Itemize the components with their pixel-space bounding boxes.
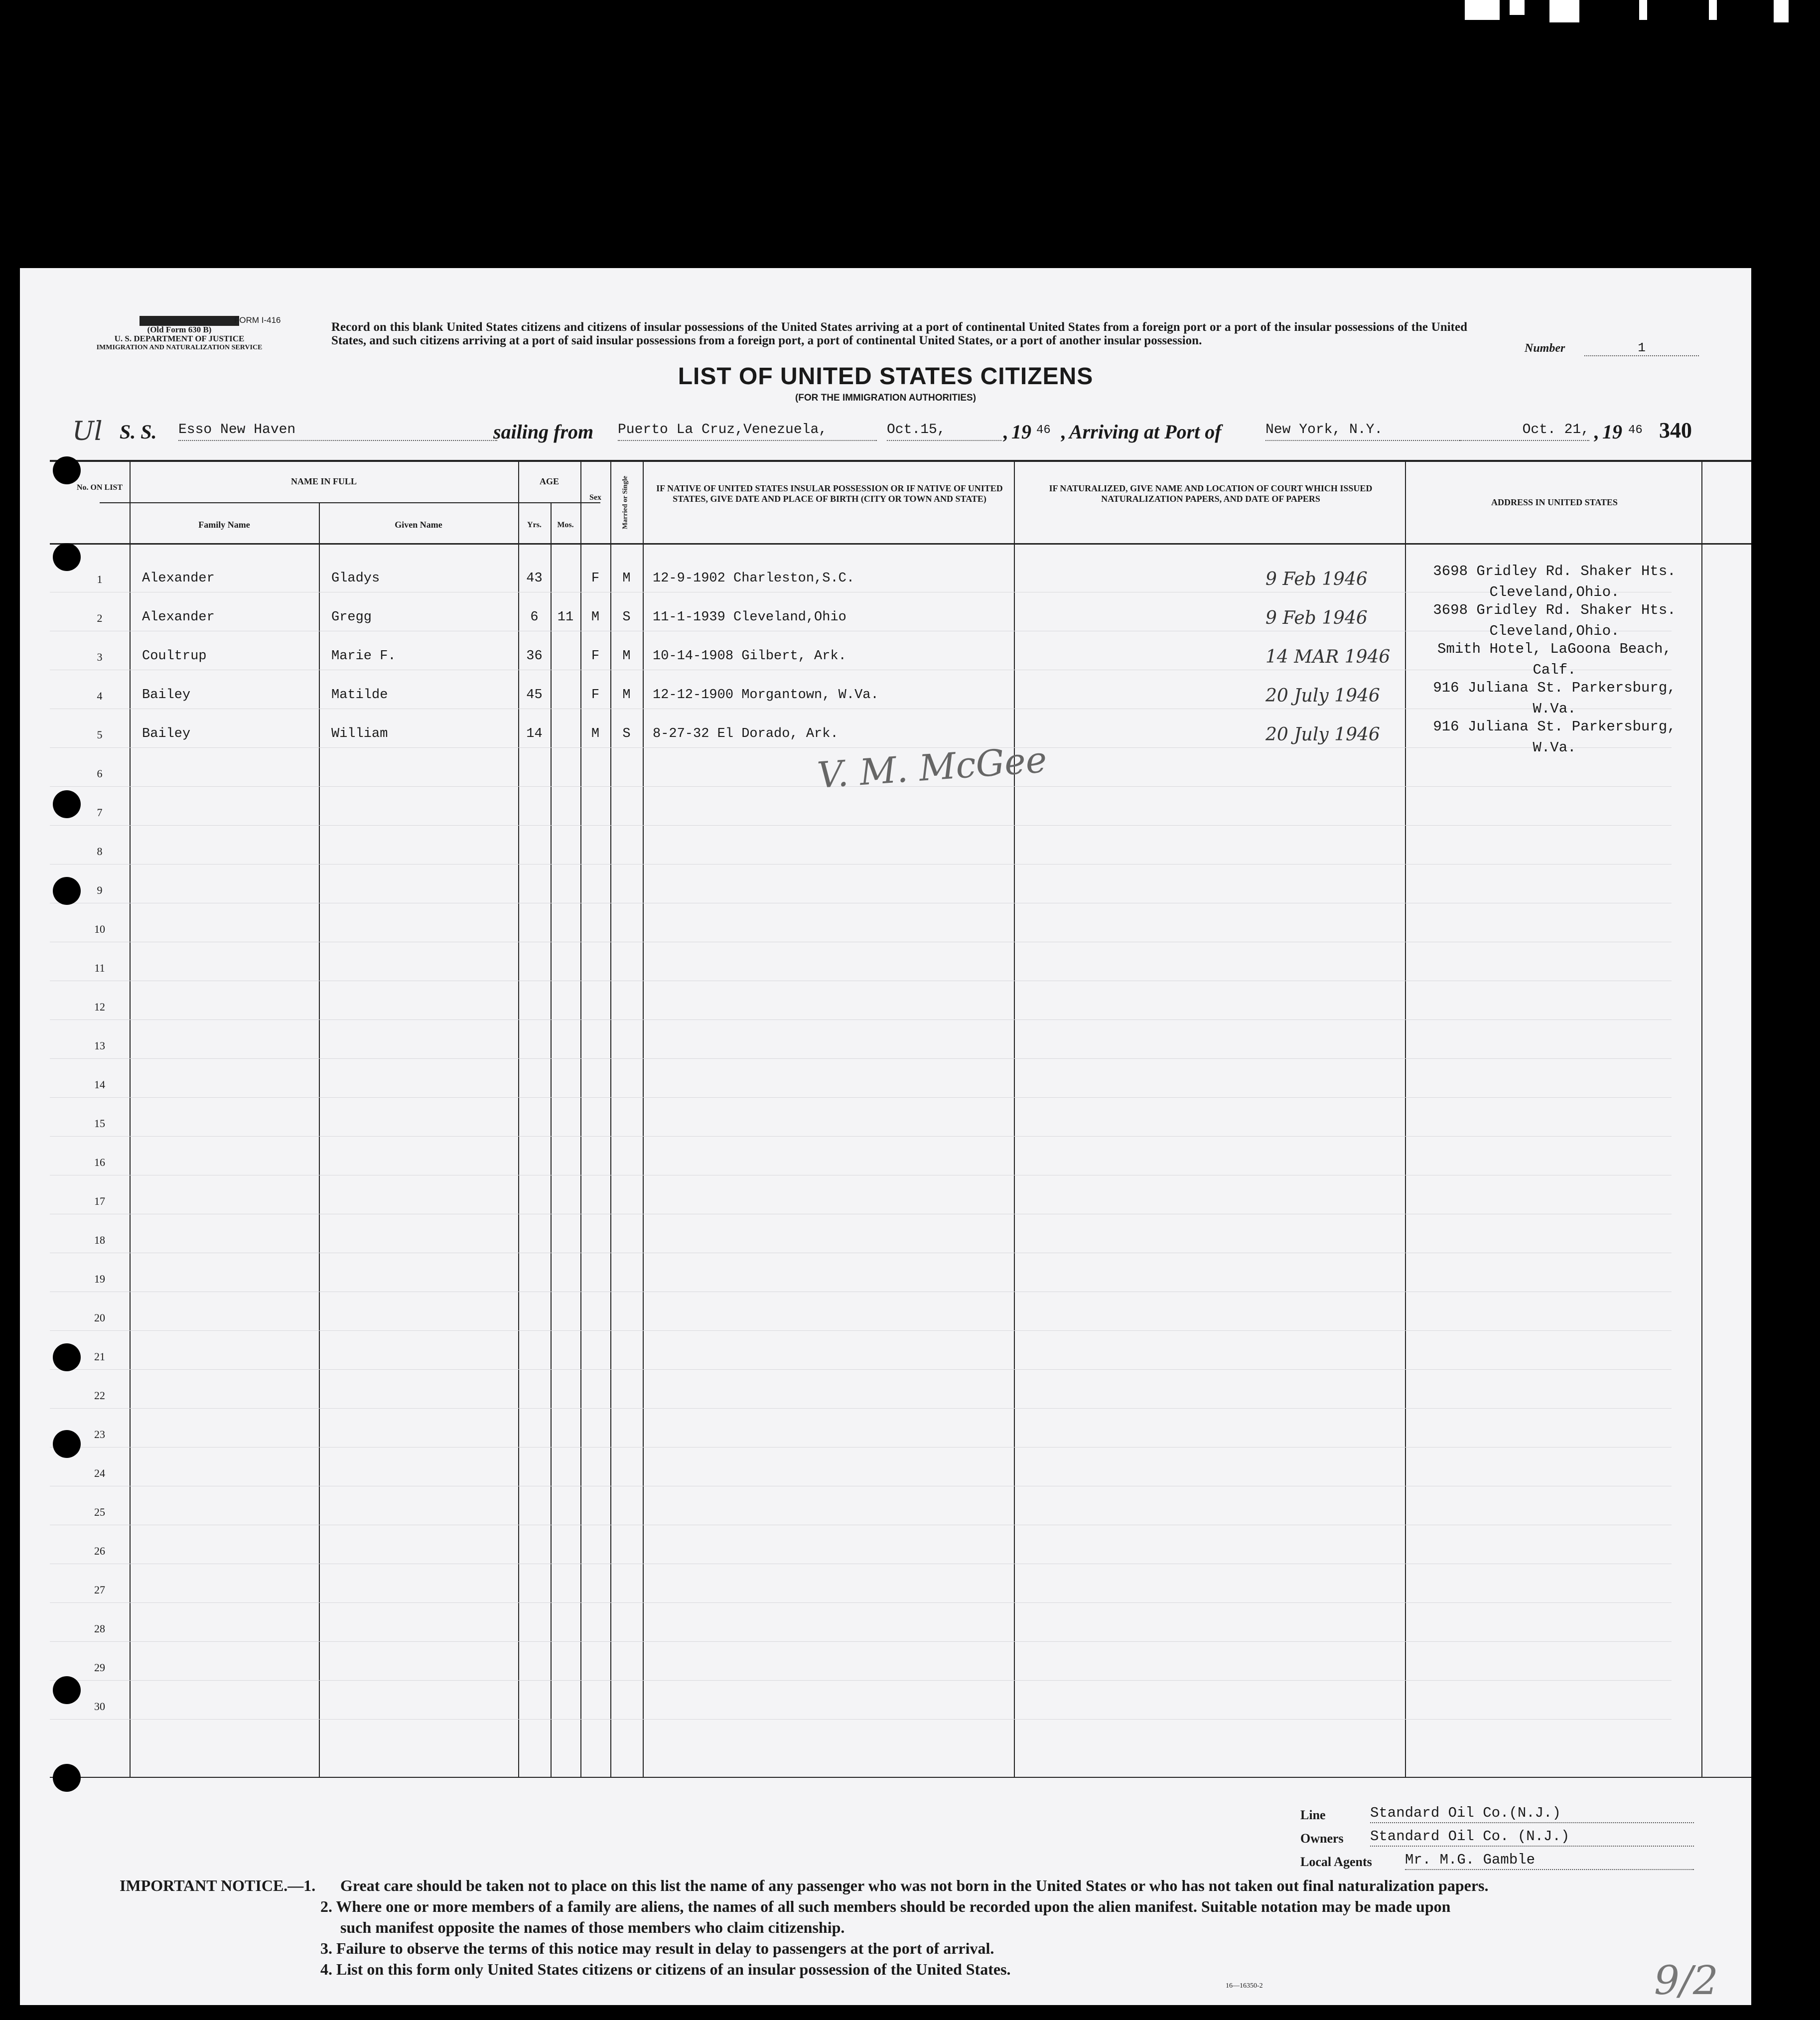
header-naturalized: IF NATURALIZED, GIVE NAME AND LOCATION OF COURT WHICH ISSUED NATURALIZATION PAPERS, AND DATE OF PAPERS: [1049, 483, 1373, 504]
punch-hole: [53, 456, 81, 484]
table-top-rule: [50, 460, 1751, 462]
table-bottom-rule: [50, 1777, 1751, 1778]
row-guide: [50, 1719, 1672, 1720]
vessel-name: Esso New Haven: [178, 420, 497, 441]
form-instructions: Record on this blank United States citizens and citizens of insular possessions of the United States arriving at a port of continental United States from a foreign port or a port of the insular possessions of the United States, and such citizens arriving at a port of said insular possessions from a foreign port, a port of continental United States, or a port of another insular possession.: [331, 320, 1467, 347]
naturalization-date: 20 July 1946: [1265, 686, 1380, 706]
row-number: 8: [97, 845, 103, 858]
notice-heading: IMPORTANT NOTICE.—1.: [120, 1876, 316, 1894]
age-years: 6: [530, 610, 539, 625]
table-header-rule: [50, 543, 1751, 545]
row-number: 17: [94, 1195, 105, 1207]
row-number: 28: [94, 1622, 105, 1635]
family-name: Bailey: [142, 688, 191, 703]
given-name: Marie F.: [331, 649, 396, 664]
header-age: AGE: [539, 476, 559, 486]
header-no-on-list: No. ON LIST: [76, 483, 123, 492]
department-name: U. S. DEPARTMENT OF JUSTICE: [114, 334, 245, 343]
row-number: 12: [94, 1001, 105, 1013]
passenger-row: [20, 680, 1751, 717]
given-name: Gregg: [331, 610, 372, 625]
header-family-name: Family Name: [198, 520, 250, 530]
naturalization-date: 9 Feb 1946: [1265, 608, 1368, 628]
punch-hole: [53, 1430, 81, 1458]
departure-port: Puerto La Cruz,Venezuela,: [618, 420, 877, 441]
age-years: 45: [526, 688, 543, 703]
row-number: 22: [94, 1389, 105, 1402]
naturalization-date: 14 MAR 1946: [1265, 647, 1391, 667]
address-line-2: W.Va.: [1533, 739, 1576, 756]
family-name: Alexander: [142, 571, 215, 586]
row-number: 15: [94, 1117, 105, 1130]
row-number: 26: [94, 1545, 105, 1557]
naturalization-date: 9 Feb 1946: [1265, 569, 1368, 589]
row-number: 14: [94, 1078, 105, 1091]
row-guide: [50, 1330, 1672, 1331]
birth-info: 12-12-1900 Morgantown, W.Va.: [653, 688, 879, 703]
punch-hole: [53, 877, 81, 905]
address-line-2: Cleveland,Ohio.: [1489, 623, 1620, 639]
row-guide: [50, 1058, 1672, 1059]
row-guide: [50, 1641, 1672, 1642]
row-guide: [50, 825, 1672, 826]
header-given-name: Given Name: [395, 520, 442, 530]
header-yrs: Yrs.: [527, 521, 542, 529]
sail-date: Oct.15,: [887, 420, 1001, 441]
address-line-1: 3698 Gridley Rd. Shaker Hts.: [1433, 602, 1676, 618]
local-agents-label: Local Agents: [1300, 1855, 1372, 1869]
row-number: 24: [94, 1467, 105, 1479]
row-guide: [50, 864, 1672, 865]
print-code: 16—16350-2: [1226, 1982, 1263, 1990]
owners-label: Owners: [1300, 1831, 1344, 1846]
row-number: 16: [94, 1156, 105, 1168]
manifest-page: [20, 268, 1751, 2005]
punch-hole: [53, 790, 81, 818]
address-line-2: W.Va.: [1533, 701, 1576, 717]
row-guide: [50, 1136, 1672, 1137]
row-guide: [50, 1369, 1672, 1370]
page-subtitle: (FOR THE IMMIGRATION AUTHORITIES): [795, 393, 977, 403]
family-name: Coultrup: [142, 649, 207, 664]
header-married-single: Married or Single: [621, 475, 629, 530]
row-number: 30: [94, 1700, 105, 1713]
row-number: 25: [94, 1506, 105, 1518]
row-guide: [50, 1602, 1672, 1603]
given-name: Gladys: [331, 571, 380, 586]
header-mos: Mos.: [557, 521, 574, 529]
family-name: Alexander: [142, 610, 215, 625]
line-value: Standard Oil Co.(N.J.): [1370, 1804, 1694, 1823]
arrival-date: Oct. 21,: [1460, 420, 1589, 441]
sex: F: [591, 688, 600, 703]
header-address: ADDRESS IN UNITED STATES: [1491, 497, 1618, 507]
old-form-label: (Old Form 630 B): [147, 325, 212, 334]
arrival-year: 46: [1628, 424, 1643, 437]
inspector-signature: V. M. McGee: [816, 738, 1048, 796]
birth-info: 8-27-32 El Dorado, Ark.: [653, 726, 839, 741]
row-number: 3: [97, 651, 103, 663]
row-guide: [50, 1019, 1672, 1020]
row-number: 19: [94, 1273, 105, 1285]
row-number: 13: [94, 1039, 105, 1052]
age-years: 43: [526, 571, 543, 586]
local-agents-value: Mr. M.G. Gamble: [1405, 1851, 1694, 1870]
punch-hole: [53, 1343, 81, 1371]
row-number: 7: [97, 806, 103, 819]
row-number: 6: [97, 767, 103, 780]
row-guide: [50, 1408, 1672, 1409]
passenger-row: [20, 563, 1751, 600]
sex: M: [591, 610, 600, 625]
year-prefix: 19: [1602, 421, 1622, 443]
punch-hole: [53, 1764, 81, 1792]
passenger-row: [20, 719, 1751, 756]
notice-item-4: 4. List on this form only United States citizens or citizens of an insular possession of the United States.: [320, 1960, 1011, 1978]
sex: F: [591, 571, 600, 586]
row-number: 9: [97, 884, 103, 896]
address-line-2: Cleveland,Ohio.: [1489, 584, 1620, 600]
sex: M: [591, 726, 600, 741]
corner-note: 9/2: [1654, 1957, 1718, 2004]
scan-edge-marks: [1445, 0, 1820, 30]
arriving-label: Arriving at Port of: [1069, 421, 1222, 443]
given-name: Matilde: [331, 688, 388, 703]
owners-value: Standard Oil Co. (N.J.): [1370, 1828, 1694, 1847]
department-heading: [60, 315, 299, 352]
address-line-1: 3698 Gridley Rd. Shaker Hts.: [1433, 563, 1676, 579]
comma: ,: [1061, 421, 1066, 443]
notice-item-3: 3. Failure to observe the terms of this notice may result in delay to passengers at the port of arrival.: [320, 1939, 994, 1957]
form-number: FORM I-416: [234, 315, 281, 325]
comma: ,: [1594, 421, 1599, 443]
naturalization-date: 20 July 1946: [1265, 724, 1380, 745]
sailing-from-label: sailing from: [493, 421, 594, 443]
given-name: William: [331, 726, 388, 741]
notice-item-2-cont: such manifest opposite the names of those members who claim citizenship.: [340, 1918, 845, 1936]
marital-status: S: [622, 726, 631, 741]
marital-status: M: [622, 649, 631, 664]
page-number: 340: [1659, 418, 1692, 442]
age-months: 11: [557, 610, 574, 625]
birth-info: 10-14-1908 Gilbert, Ark.: [653, 649, 846, 664]
page-title: LIST OF UNITED STATES CITIZENS: [678, 363, 1094, 390]
notice-item-2: 2. Where one or more members of a family are aliens, the names of all such members should be recorded upon the alien manifest. Suitable notation may be made upon: [320, 1897, 1451, 1915]
address-line-1: 916 Juliana St. Parkersburg,: [1433, 680, 1676, 696]
marital-status: M: [622, 688, 631, 703]
row-number: 18: [94, 1234, 105, 1246]
row-number: 29: [94, 1661, 105, 1674]
row-number: 10: [94, 923, 105, 935]
row-guide: [50, 1097, 1672, 1098]
sex: F: [591, 649, 600, 664]
notice-item-1: Great care should be taken not to place on this list the name of any passenger who was not born in the United States or who has not taken out final naturalization papers.: [340, 1876, 1489, 1894]
age-years: 14: [526, 726, 543, 741]
year-prefix: 19: [1011, 421, 1031, 443]
row-number: 5: [97, 728, 103, 741]
number-value: 1: [1584, 340, 1699, 356]
row-number: 21: [94, 1350, 105, 1363]
number-label: Number: [1525, 342, 1565, 355]
address-line-2: Calf.: [1533, 662, 1576, 678]
row-number: 20: [94, 1311, 105, 1324]
row-number: 4: [97, 690, 103, 702]
marital-status: S: [622, 610, 631, 625]
arrival-port: New York, N.Y.: [1265, 420, 1460, 441]
header-birth: IF NATIVE OF UNITED STATES INSULAR POSSESSION OR IF NATIVE OF UNITED STATES, GIVE DATE AND PLACE OF BIRTH (CITY OR TOWN AND STATE): [656, 483, 1003, 504]
ss-label: S. S.: [120, 421, 157, 443]
row-number: 11: [94, 962, 105, 974]
birth-info: 11-1-1939 Cleveland,Ohio: [653, 610, 846, 625]
header-sex: Sex: [589, 493, 601, 502]
punch-hole: [53, 1676, 81, 1704]
row-number: 27: [94, 1584, 105, 1596]
marital-status: M: [622, 571, 631, 586]
service-name: IMMIGRATION AND NATURALIZATION SERVICE: [96, 344, 263, 351]
punch-hole: [53, 543, 81, 571]
age-years: 36: [526, 649, 543, 664]
row-number: 1: [97, 573, 103, 585]
handwritten-prefix: Ul: [72, 417, 103, 446]
row-number: 23: [94, 1428, 105, 1441]
passenger-row: [20, 641, 1751, 678]
address-line-1: Smith Hotel, LaGoona Beach,: [1437, 641, 1672, 657]
birth-info: 12-9-1902 Charleston,S.C.: [653, 571, 855, 586]
row-number: 2: [97, 612, 103, 624]
address-line-1: 916 Juliana St. Parkersburg,: [1433, 719, 1676, 735]
line-label: Line: [1300, 1808, 1326, 1822]
sail-year: 46: [1036, 424, 1051, 437]
family-name: Bailey: [142, 726, 191, 741]
passenger-row: [20, 602, 1751, 639]
header-name-in-full: NAME IN FULL: [290, 476, 357, 486]
comma: ,: [1003, 421, 1008, 443]
row-guide: [50, 1680, 1672, 1681]
